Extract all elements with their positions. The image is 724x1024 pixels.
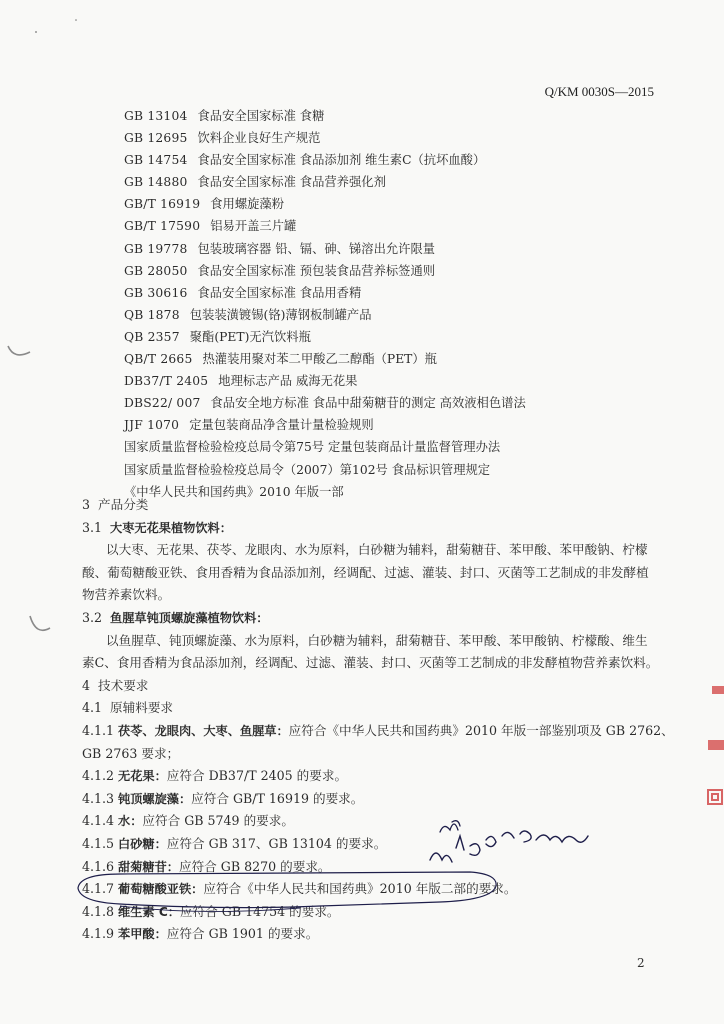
section-title: 技术要求 <box>98 677 149 693</box>
reference-code: GB/T 17590 <box>124 219 201 234</box>
binding-hole-mark <box>8 346 30 355</box>
item-number: 4.1.6 <box>82 858 115 874</box>
section-number: 3 <box>82 497 91 512</box>
section-title: 产品分类 <box>98 497 149 512</box>
item-text: 应符合《中华人民共和国药典》2010 年版二部的要求。 <box>203 881 517 897</box>
reference-code: QB 2357 <box>124 329 180 344</box>
item-continuation: GB 2763 要求； <box>82 745 180 761</box>
item-name: 维生素 C： <box>118 904 180 919</box>
subsection-heading <box>82 697 660 720</box>
reference-item <box>124 348 684 370</box>
item-text: 应符合 GB 5749 的要求。 <box>142 813 294 829</box>
reference-title: 食品安全国家标准 预包装食品营养标签通则 <box>197 263 436 278</box>
reference-title: 食用螺旋藻粉 <box>210 197 285 212</box>
reference-item <box>124 193 684 215</box>
paragraph-line: 酸、葡萄糖酸亚铁、食用香精为食品添加剂，经调配、过滤、灌装、封口、灭菌等工艺制成的非发酵植 <box>82 564 649 580</box>
item-name: 钝顶螺旋藻： <box>118 791 192 806</box>
section-heading <box>82 494 660 517</box>
reference-item <box>124 414 684 436</box>
reference-code: GB 28050 <box>124 263 188 278</box>
reference-title: 热灌装用聚对苯二甲酸乙二醇酯（PET）瓶 <box>202 352 437 367</box>
item-number: 4.1.5 <box>82 835 115 851</box>
reference-title: 包装装潢镀锡(铬)薄钢板制罐产品 <box>189 307 372 322</box>
item-text: 应符合《中华人民共和国药典》2010 年版一部鉴别项及 GB 2762、 <box>288 722 674 738</box>
subsection-title: 鱼腥草钝顶螺旋藻植物饮料： <box>110 610 269 625</box>
stamp-fragment <box>712 686 724 694</box>
item-name: 苯甲酸： <box>118 927 167 942</box>
stamp-fragment <box>708 790 722 804</box>
subsection-number: 3.1 <box>82 519 103 535</box>
item-text: 应符合 GB 1901 的要求。 <box>166 926 319 942</box>
page-number: 2 <box>637 956 645 970</box>
reference-code: GB 14754 <box>124 153 188 168</box>
reference-title: 饮料企业良好生产规范 <box>197 131 321 146</box>
reference-code: GB 12695 <box>124 131 188 146</box>
reference-code: DBS22/ 007 <box>124 396 201 411</box>
item-number: 4.1.3 <box>82 790 115 806</box>
section-number: 4 <box>82 677 91 693</box>
subsection-heading <box>82 517 660 540</box>
reference-item <box>124 238 684 260</box>
reference-item <box>124 260 684 282</box>
document-body <box>82 494 674 946</box>
item-number: 4.1.8 <box>82 903 115 919</box>
reference-item <box>124 215 684 237</box>
reference-title: 食品安全地方标准 食品中甜菊糖苷的测定 高效液相色谱法 <box>210 396 526 411</box>
reference-item <box>124 326 684 348</box>
reference-code: GB 19778 <box>124 241 188 256</box>
reference-title: 食品安全国家标准 食品添加剂 维生素C（抗坏血酸） <box>197 153 486 168</box>
requirement-item <box>82 878 660 901</box>
reference-code: GB/T 16919 <box>124 197 201 212</box>
requirement-item <box>82 810 660 833</box>
item-number: 4.1.1 <box>82 722 115 738</box>
reference-title: 食品安全国家标准 食品用香精 <box>197 285 362 300</box>
reference-code: GB 14880 <box>124 175 188 190</box>
item-number: 4.1.4 <box>82 813 115 829</box>
requirement-item <box>82 923 660 946</box>
stamp-fragment <box>708 740 724 750</box>
paragraph-line: 素C、食用香精为食品添加剂，经调配、过滤、灌装、封口、灭菌等工艺制成的非发酵植物营养素饮料。 <box>82 655 659 671</box>
reference-code: DB37/T 2405 <box>124 374 209 389</box>
section-heading <box>82 675 660 698</box>
requirement-item <box>82 788 660 811</box>
subsection-title: 大枣无花果植物饮料： <box>110 520 232 535</box>
item-text: 应符合 GB/T 16919 的要求。 <box>191 790 364 806</box>
reference-code: QB 1878 <box>124 307 180 322</box>
paragraph-line: 以大枣、无花果、茯苓、龙眼肉、水为原料，白砂糖为辅料，甜菊糖苷、苯甲酸、苯甲酸钠、柠檬 <box>106 542 648 558</box>
requirement-item <box>82 901 660 924</box>
reference-title: 国家质量监督检验检疫总局令（2007）第102号 食品标识管理规定 <box>124 462 491 477</box>
subsection-heading <box>82 607 660 630</box>
reference-title: 食品安全国家标准 食品营养强化剂 <box>197 175 386 190</box>
reference-item <box>124 127 684 149</box>
reference-title: 地理标志产品 威海无花果 <box>218 374 358 389</box>
item-name: 葡萄糖酸亚铁： <box>118 882 204 897</box>
reference-code: JJF 1070 <box>124 418 180 433</box>
normative-references-list <box>124 105 684 503</box>
item-name: 无花果： <box>118 769 167 784</box>
item-number: 4.1.7 <box>82 881 115 897</box>
reference-code: GB 13104 <box>124 109 188 123</box>
item-number: 4.1.9 <box>82 926 115 942</box>
item-text: 应符合 DB37/T 2405 的要求。 <box>166 768 348 784</box>
standard-code-header: Q/KM 0030S—2015 <box>544 84 654 99</box>
reference-title: 聚酯(PET)无汽饮料瓶 <box>189 329 311 344</box>
reference-title: 铝易开盖三片罐 <box>210 219 297 234</box>
reference-item <box>124 149 684 171</box>
reference-item <box>124 304 684 326</box>
reference-title: 《中华人民共和国药典》2010 年版一部 <box>124 484 344 499</box>
reference-item <box>124 171 684 193</box>
reference-code: GB 30616 <box>124 285 188 300</box>
reference-title: 包装玻璃容器 铅、镉、砷、锑溶出允许限量 <box>197 241 436 256</box>
item-name: 白砂糖： <box>118 836 167 851</box>
item-number: 4.1.2 <box>82 768 115 784</box>
item-text: 应符合 GB 317、GB 13104 的要求。 <box>166 835 387 851</box>
binding-hole-mark <box>30 616 50 630</box>
requirement-item <box>82 720 674 743</box>
subsection-number: 3.2 <box>82 609 103 625</box>
requirement-item <box>82 833 660 856</box>
subsection-number: 4.1 <box>82 700 103 716</box>
item-name: 茯苓、龙眼肉、大枣、鱼腥草： <box>118 723 289 738</box>
reference-title: 定量包装商品净含量计量检验规则 <box>189 418 374 433</box>
reference-item <box>124 459 684 481</box>
subsection-title: 原辅料要求 <box>110 700 173 716</box>
requirement-item <box>82 856 660 879</box>
paragraph-line: 物营养素饮料。 <box>82 587 171 603</box>
reference-item <box>124 105 684 127</box>
reference-item <box>124 392 684 414</box>
reference-title: 国家质量监督检验检疫总局令第75号 定量包装商品计量监督管理办法 <box>124 440 501 455</box>
reference-title: 食品安全国家标准 食糖 <box>197 109 325 123</box>
item-name: 甜菊糖苷： <box>118 859 179 874</box>
item-text: 应符合 GB 8270 的要求。 <box>178 858 331 874</box>
item-text: 应符合 GB 14754 的要求。 <box>179 903 340 919</box>
item-name: 水： <box>118 814 143 829</box>
reference-item <box>124 370 684 392</box>
scan-speck <box>35 31 37 33</box>
requirement-item <box>82 765 660 788</box>
scan-speck <box>75 19 77 21</box>
reference-code: QB/T 2665 <box>124 352 193 367</box>
paragraph-line: 以鱼腥草、钝顶螺旋藻、水为原料，白砂糖为辅料，甜菊糖苷、苯甲酸、苯甲酸钠、柠檬酸、维生 <box>106 632 648 648</box>
reference-item <box>124 436 684 458</box>
reference-item <box>124 282 684 304</box>
